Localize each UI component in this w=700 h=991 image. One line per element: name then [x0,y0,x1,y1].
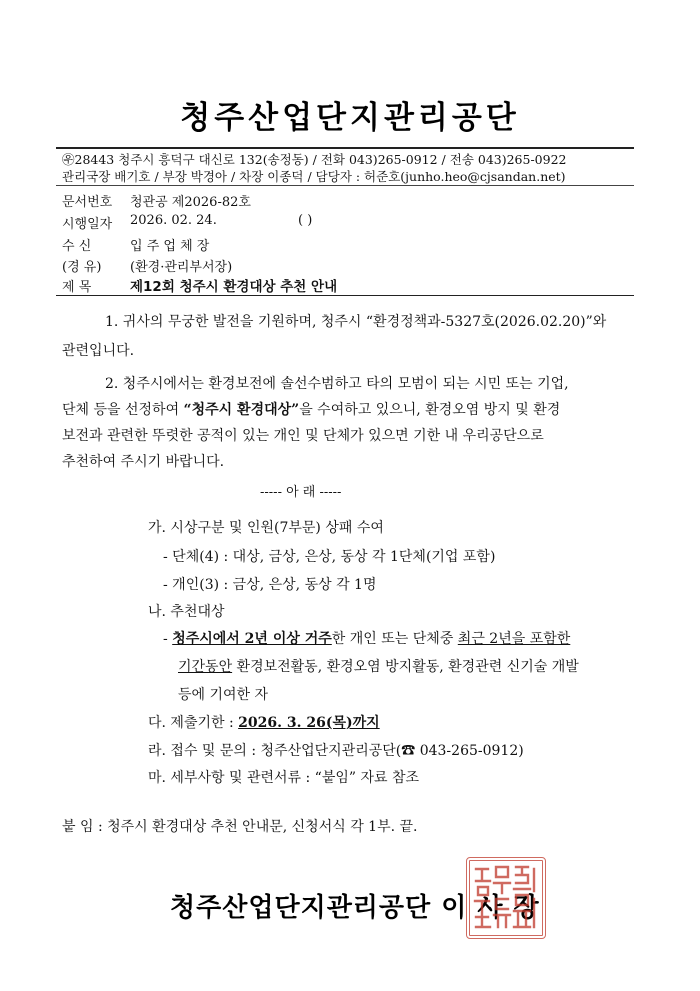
recipient: 입 주 업 체 장 [130,239,210,254]
item-da [148,712,380,732]
header-bottom-rule [56,185,634,186]
via-label: (경 유) [62,260,102,275]
item-na-activities: 환경보전활동, 환경오염 방지활동, 환경관련 신기술 개발 [232,659,579,675]
item-da-label: 다. 제출기한 : [148,715,239,731]
paragraph-1-line-1: 1. 귀사의 무궁한 발전을 기원하며, 청주시 “환경정책과-5327호(2026.02.20)”와 [105,314,607,330]
via: (환경·관리부서장) [130,260,233,275]
paragraph-2-text-c: 을 수여하고 있으니, 환경오염 방지 및 환경 [299,402,561,418]
paragraph-1-line-2: 관련입니다. [62,343,135,359]
doc-number: 청관공 제2026-82호 [130,195,251,210]
contact-line-1: ㉾28443 청주시 흥덕구 대신로 132(송정동) / 전화 043)265-0912 / 전송 043)265-0922 [62,152,567,167]
date-paren: ( ) [298,213,313,228]
period-requirement: 최근 2년을 포함한 [457,631,571,647]
paragraph-2-line-4: 추천하여 주시기 바랍니다. [62,454,225,470]
item-na-dash: - [163,631,173,647]
item-na: 나. 추천대상 [148,604,225,620]
recipient-label: 수 신 [62,239,92,254]
item-na-line-2 [178,656,579,676]
seal-glyphs [470,861,542,935]
item-ma: 마. 세부사항 및 관련서류 : “붙임” 자료 참조 [148,770,420,786]
meta-bottom-rule [56,295,634,296]
date: 2026. 02. 24. [130,213,217,228]
attachment-note: 붙 임 : 청주시 환경대상 추천 안내문, 신청서식 각 1부. 끝. [62,819,418,835]
signature: 청주산업단지관리공단 이 사 장 [170,893,540,923]
paragraph-2-line-1: 2. 청주시에서는 환경보전에 솔선수범하고 타의 모범이 되는 시민 또는 기업, [105,376,569,392]
subject: 제12회 청주시 환경대상 추천 안내 [130,279,338,295]
item-ga-group: - 단체(4) : 대상, 금상, 은상, 동상 각 1단체(기업 포함) [163,549,496,565]
date-label: 시행일자 [62,217,113,232]
paragraph-2-line-2 [62,399,560,419]
contact-line-2: 관리국장 배기호 / 부장 박경아 / 차장 이종덕 / 담당자 : 허준호(junho.heo@cjsandan.net) [62,169,566,184]
item-ga: 가. 시상구분 및 인원(7부문) 상패 수여 [148,520,384,536]
item-na-line-1 [163,628,570,648]
section-divider: ----- 아 래 ----- [260,485,342,500]
award-name: “청주시 환경대상” [183,402,300,418]
item-na-line-3: 등에 기여한 자 [178,687,269,703]
item-na-mid: 한 개인 또는 단체중 [331,631,458,647]
item-ga-individual: - 개인(3) : 금상, 은상, 동상 각 1명 [163,577,377,593]
doc-number-label: 문서번호 [62,195,113,210]
item-ra: 라. 접수 및 문의 : 청주산업단지관리공단(☎ 043-265-0912) [148,743,524,759]
organization-title: 청주산업단지관리공단 [180,100,520,136]
header-top-rule [56,147,634,149]
paragraph-2-text-a: 단체 등을 선정하여 [62,402,184,418]
period-requirement-cont: 기간동안 [178,659,233,675]
official-seal-stamp [466,857,546,939]
deadline: 2026. 3. 26(목)까지 [238,715,380,731]
residence-requirement: 청주시에서 2년 이상 거주 [172,631,332,647]
paragraph-2-line-3: 보전과 관련한 뚜렷한 공적이 있는 개인 및 단체가 있으면 기한 내 우리공단으로 [62,428,544,444]
subject-label: 제 목 [62,280,92,295]
